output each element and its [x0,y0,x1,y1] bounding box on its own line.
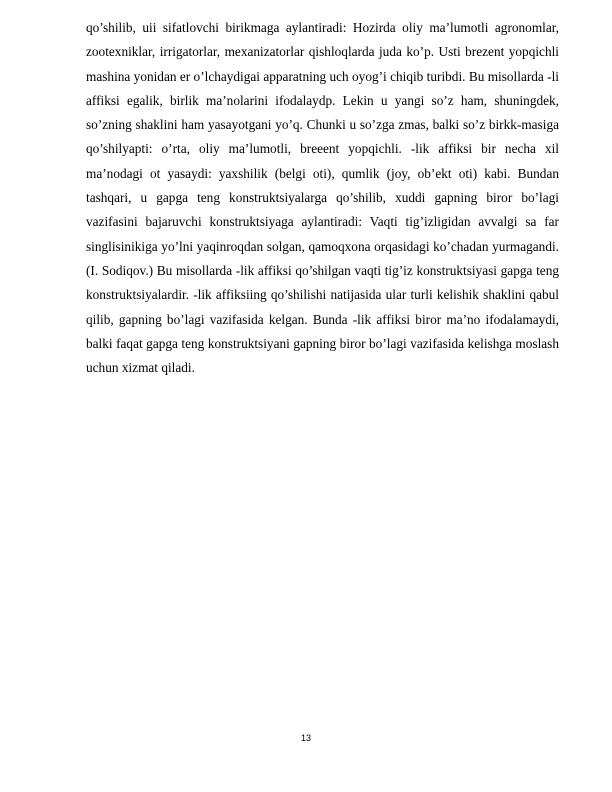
body-paragraph: qo’shilib, uii sifatlovchi birikmaga aylantiradi: Hozirda oliy ma’lumotli agronomlar, zootexniklar, irrigatorlar, mexanizatorlar qishloqlarda juda ko’p. Usti brezent yopqichli mashina yonidan er o’lchaydigai apparatning uch oyog’i chiqib turibdi. Bu misollarda -li affiksi egalik, birlik ma’nolarini ifodalaydp. Lekin u yangi so’z ham, shuningdek, so’zning shaklini ham yasayotgani yo’q. Chunki u so’zga zmas, balki so’z birkk-masiga qo’shilyapti: o’rta, oliy ma’lumotli, breeent yopqichli. -lik affiksi bir necha xil ma’nodagi ot yasaydi: yaxshilik (belgi oti), qumlik (joy, ob’ekt oti) kabi. Bundan tashqari, u gapga teng konstruktsiyalarga qo’shilib, xuddi gapning biror bo’lagi vazifasini bajaruvchi konstruktsiyaga aylantiradi: Vaqti tig’izligidan avvalgi sa far singlisinikiga yo’lni yaqinroqdan solgan, qamoqxona orqasidagi ko’chadan yurmagandi. (I. Sodiqov.) Bu misollarda -lik affiksi qo’shilgan vaqti tig’iz konstruktsiyasi gapga teng konstruktsiyalardir. -lik affiksiing qo’shilishi natijasida ular turli kelishik shaklini qabul qilib, gapning bo’lagi vazifasida kelgan. Bunda -lik affiksi biror ma’no ifodalamaydi, balki faqat gapga teng konstruktsiyani gapning biror bo’lagi vazifasida kelishga moslash uchun xizmat qiladi. [86,20,559,376]
page-number: 13 [300,733,311,743]
